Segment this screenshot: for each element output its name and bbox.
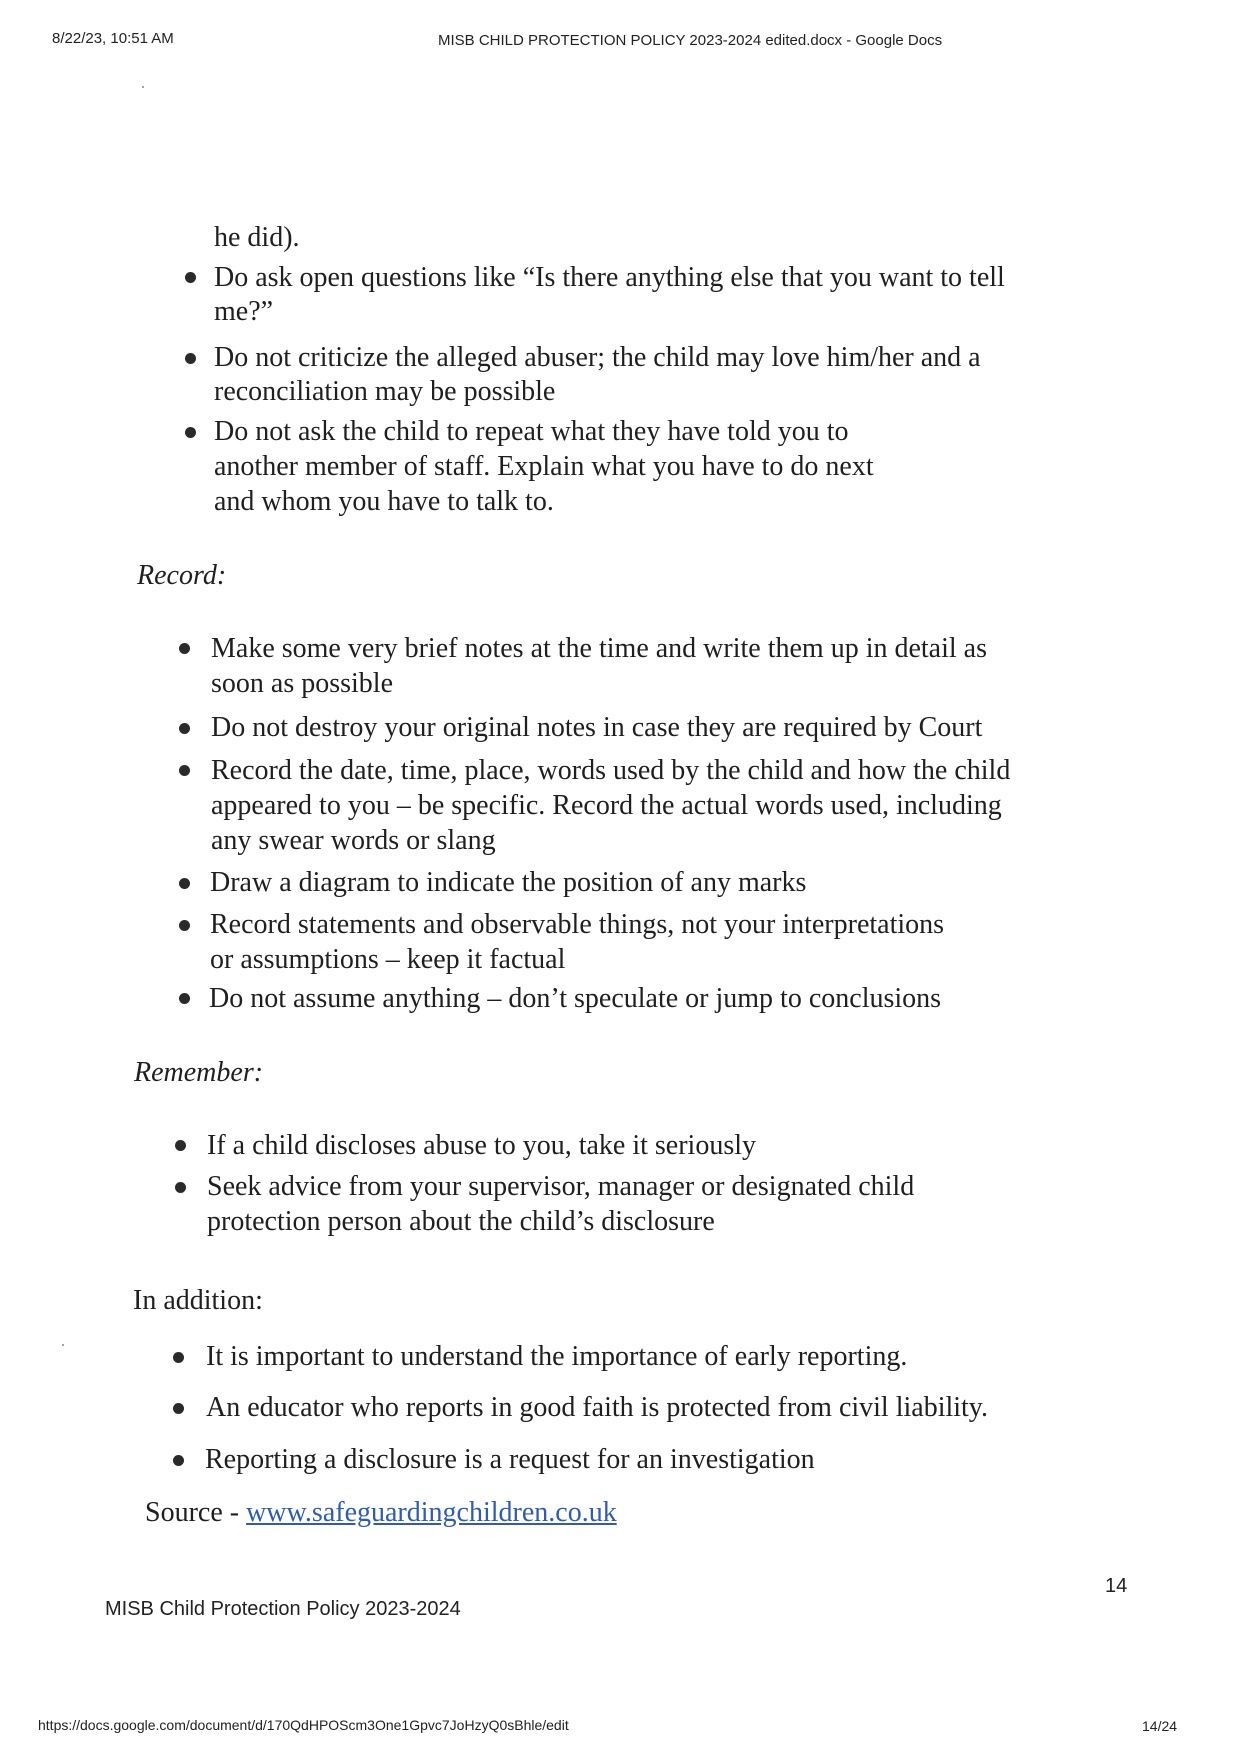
list-item-line: reconciliation may be possible (214, 376, 556, 407)
list-item-line: Do not assume anything – don’t speculate or jump to conclusions (209, 983, 942, 1014)
bullet (173, 1403, 184, 1414)
page-number: 14 (1105, 1575, 1128, 1597)
bullet (179, 643, 190, 654)
list-item-line: and whom you have to talk to. (214, 486, 554, 517)
footer-doc-title: MISB Child Protection Policy 2023-2024 (105, 1598, 461, 1620)
source-link[interactable]: www.safeguardingchildren.co.uk (246, 1497, 617, 1528)
list-item-line (214, 262, 1134, 294)
list-item-line: protection person about the child’s disclosure (207, 1206, 715, 1237)
list-item-line: Seek advice from your supervisor, manager or designated child (207, 1171, 915, 1202)
list-item-text: Do ask open questions like “Is there anything else that you want to tell (214, 262, 1005, 293)
print-page-count: 14/24 (1142, 1718, 1178, 1734)
print-url: https://docs.google.com/document/d/170QdHPOScm3One1Gpvc7JoHzyQ0sBhle/edit (38, 1717, 569, 1733)
section-heading-remember: Remember: (134, 1057, 264, 1088)
list-item-line: any swear words or slang (211, 825, 496, 856)
bullet (173, 1455, 184, 1466)
bullet (185, 272, 196, 283)
section-heading-record: Record: (137, 560, 227, 591)
list-item-line: It is important to understand the importance of early reporting. (206, 1341, 908, 1372)
section-heading-addition: In addition: (133, 1285, 263, 1316)
bullet (173, 1352, 184, 1363)
list-item-line: soon as possible (211, 668, 393, 699)
bullet (179, 878, 190, 889)
list-item-line: Do not destroy your original notes in case they are required by Court (211, 712, 983, 743)
print-date: 8/22/23, 10:51 AM (52, 30, 174, 47)
list-item-line: Do not ask the child to repeat what they have told you to (214, 416, 849, 447)
bullet (185, 427, 196, 438)
list-item-line: Do not criticize the alleged abuser; the child may love him/her and a (214, 342, 981, 373)
list-item-line: Draw a diagram to indicate the position of any marks (210, 867, 807, 898)
list-item-line: An educator who reports in good faith is protected from civil liability. (206, 1392, 988, 1423)
list-item-line: me?” (214, 296, 274, 327)
list-item-line: Reporting a disclosure is a request for an investigation (205, 1444, 815, 1475)
scan-speck (62, 1344, 64, 1346)
bullet (179, 920, 190, 931)
list-item-line: Record statements and observable things, not your interpretations (210, 909, 945, 940)
list-item-line: If a child discloses abuse to you, take it seriously (207, 1130, 756, 1161)
list-item-line: Make some very brief notes at the time and write them up in detail as (211, 633, 987, 664)
bullet (175, 1140, 186, 1151)
bullet (175, 1182, 186, 1193)
list-item-line: Record the date, time, place, words used by the child and how the child (211, 755, 1011, 786)
bullet (179, 993, 190, 1004)
bullet (185, 353, 196, 364)
scan-speck (142, 86, 144, 88)
source-line (145, 1497, 617, 1529)
bullet (179, 723, 190, 734)
print-document-title: MISB CHILD PROTECTION POLICY 2023-2024 edited.docx - Google Docs (438, 32, 943, 49)
list-item-line: appeared to you – be specific. Record the actual words used, including (211, 790, 1002, 821)
source-label: Source - (145, 1497, 247, 1528)
bullet (179, 765, 190, 776)
list-item-line: another member of staff. Explain what you have to do next (214, 451, 874, 482)
list-item-line: or assumptions – keep it factual (210, 944, 566, 975)
continued-text: he did). (214, 222, 300, 253)
